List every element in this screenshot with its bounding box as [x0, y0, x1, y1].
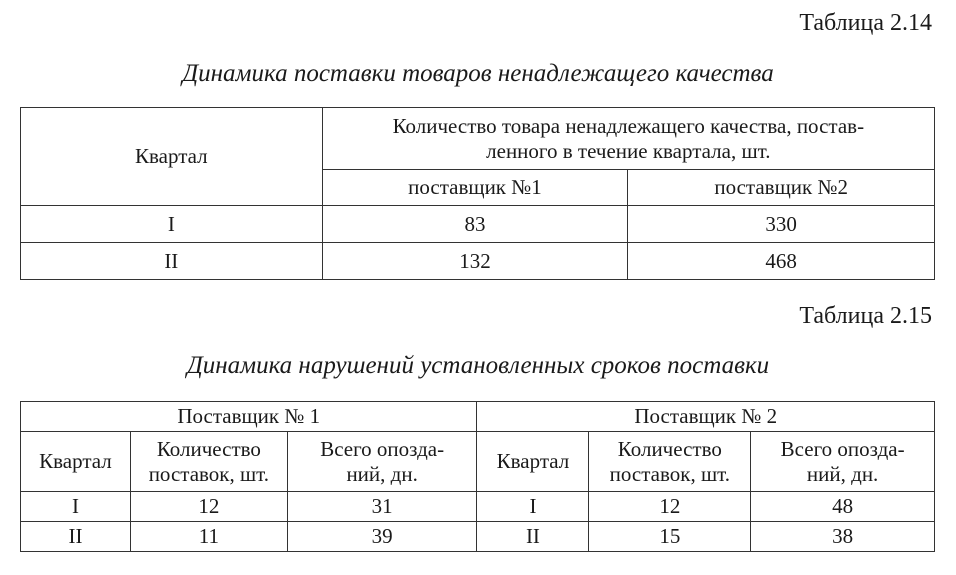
table-row [21, 522, 935, 552]
header-delays: Всего опозда- ний, дн. [751, 432, 935, 492]
header-quarter: Квартал [21, 108, 323, 206]
table-row [21, 206, 935, 243]
cell-quarter: I [21, 492, 131, 522]
header-supplier-2: Поставщик № 2 [477, 402, 935, 432]
header-delays: Всего опозда- ний, дн. [287, 432, 477, 492]
table-title: Динамика поставки товаров ненадлежащего качества [182, 60, 774, 87]
defective-goods-table [20, 107, 935, 280]
header-count: Количество поставок, шт. [589, 432, 751, 492]
cell-quarter: I [21, 206, 323, 243]
table-row [21, 492, 935, 522]
cell-value: 48 [751, 492, 935, 522]
table-number: Таблица 2.14 [799, 10, 932, 36]
cell-quarter: II [21, 522, 131, 552]
cell-value: 38 [751, 522, 935, 552]
cell-value: 83 [322, 206, 628, 243]
cell-value: 11 [130, 522, 287, 552]
header-supplier-2: поставщик №2 [628, 170, 935, 206]
header-quarter: Квартал [477, 432, 589, 492]
cell-value: 330 [628, 206, 935, 243]
cell-quarter: II [21, 243, 323, 280]
header-count: Количество поставок, шт. [130, 432, 287, 492]
header-quarter: Квартал [21, 432, 131, 492]
table-title: Динамика нарушений установленных сроков поставки [186, 352, 770, 379]
delivery-delays-table [20, 401, 935, 552]
header-supplier-1: Поставщик № 1 [21, 402, 477, 432]
table-number: Таблица 2.15 [799, 303, 932, 329]
cell-value: 132 [322, 243, 628, 280]
cell-quarter: II [477, 522, 589, 552]
cell-value: 39 [287, 522, 477, 552]
cell-quarter: I [477, 492, 589, 522]
cell-value: 15 [589, 522, 751, 552]
cell-value: 468 [628, 243, 935, 280]
header-supplier-1: поставщик №1 [322, 170, 628, 206]
header-group: Количество товара ненадлежащего качества, постав- ленного в течение квартала, шт. [322, 108, 934, 170]
cell-value: 12 [589, 492, 751, 522]
table-row [21, 243, 935, 280]
cell-value: 31 [287, 492, 477, 522]
cell-value: 12 [130, 492, 287, 522]
